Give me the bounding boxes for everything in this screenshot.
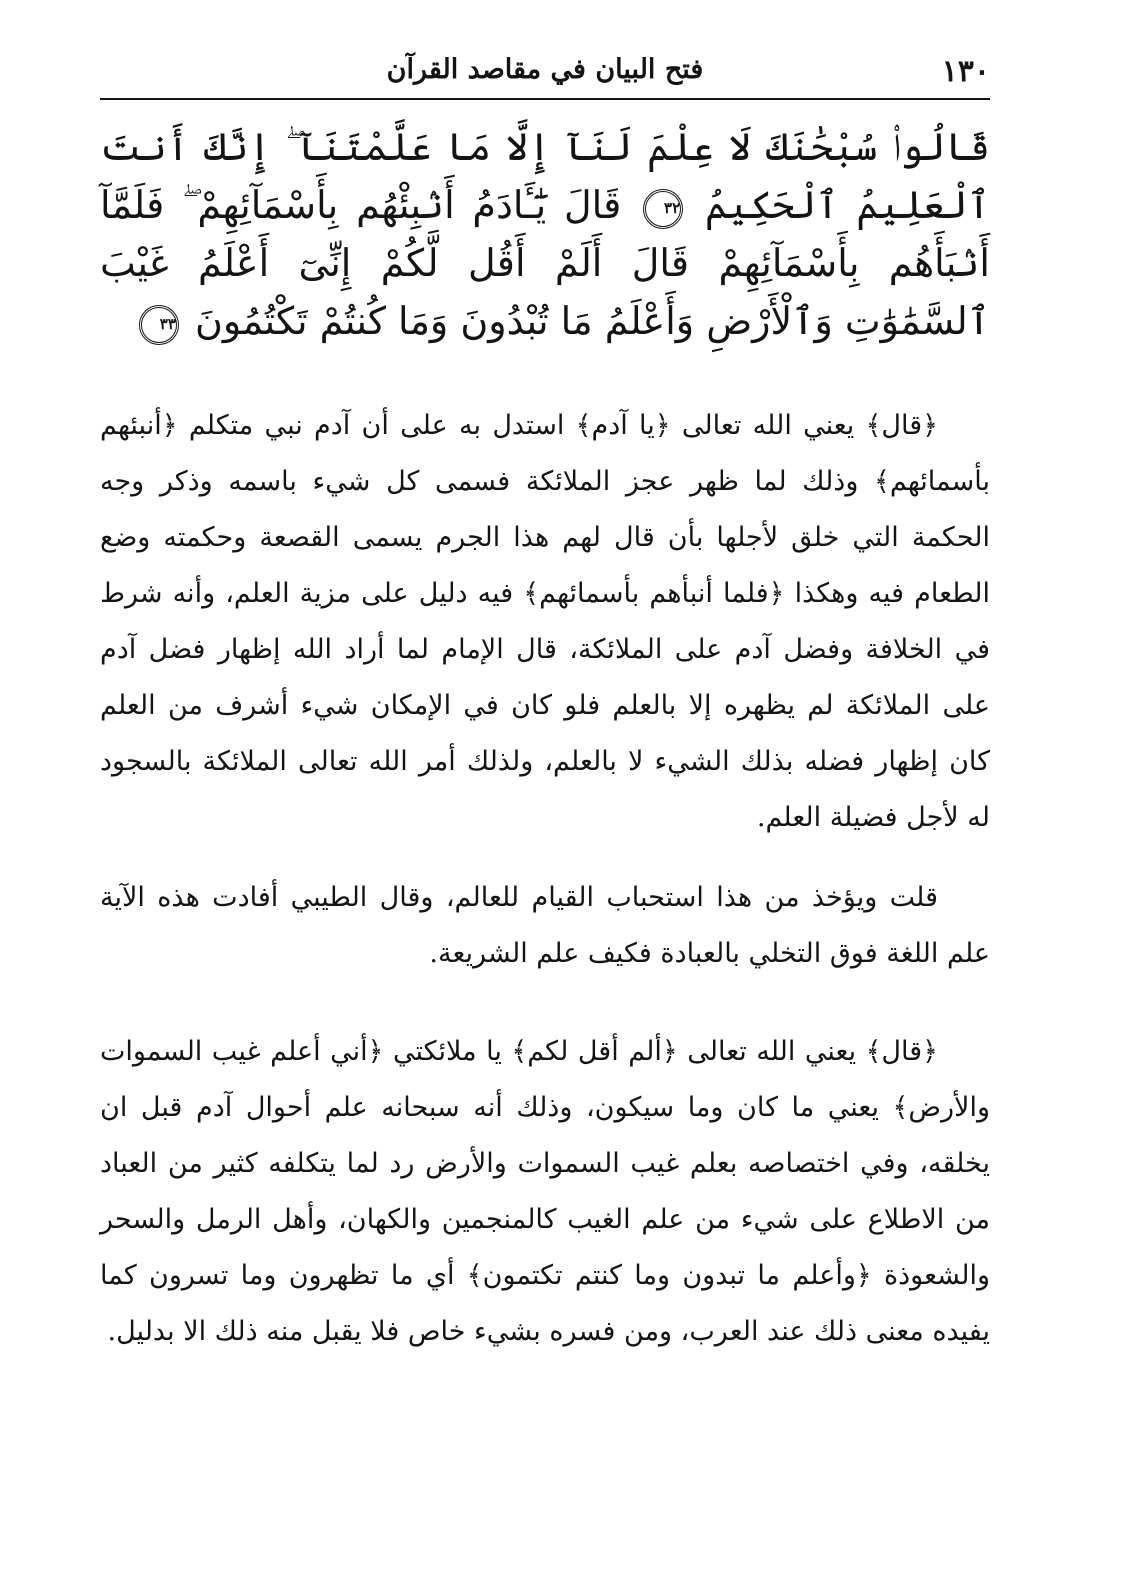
page-header <box>100 48 990 100</box>
ayah-number-marker-32: ٣٢ <box>643 189 683 229</box>
verse-text-32: قَالُوا۟ سُبْحَٰنَكَ لَا عِلْمَ لَنَآ إِلَّا مَا عَلَّمْتَنَآ ۖ إِنَّكَ أَنتَ ٱلْعَلِيمُ ٱلْحَكِيمُ <box>100 125 990 227</box>
verse-text-33: قَالَ يَٰٓـَٔادَمُ أَنۢبِئْهُم بِأَسْمَآئِهِمْ ۖ فَلَمَّآ أَنۢبَأَهُم بِأَسْمَآئِهِمْ قَالَ أَلَمْ أَقُل لَّكُمْ إِنِّىٓ أَعْلَمُ غَيْبَ ٱلسَّمَٰوَٰتِ وَٱلْأَرْضِ وَأَعْلَمُ مَا تُبْدُونَ وَمَا كُنتُمْ تَكْتُمُونَ <box>100 183 990 343</box>
ayah-number-marker-33: ٣٣ <box>139 305 179 345</box>
commentary-paragraph-3: ﴿قال﴾ يعني الله تعالى ﴿ألم أقل لكم﴾ يا ملائكتي ﴿أني أعلم غيب السموات والأرض﴾ يعني ما كان وما سيكون، وذلك أنه سبحانه علم أحوال آدم قبل ان يخلقه، وفي اختصاصه بعلم غيب السموات والأرض رد لما يتكلفه كثير من العباد من الاطلاع على شيء من علم الغيب كالمنجمين والكهان، وأهل الرمل والسحر والشعوذة ﴿وأعلم ما تبدون وما كنتم تكتمون﴾ أي ما تظهرون وما تسرون كما يفيده معنى ذلك عند العرب، ومن فسره بشيء خاص فلا يقبل منه ذلك الا بدليل. <box>100 1036 990 1347</box>
commentary-paragraph-2: قلت ويؤخذ من هذا استحباب القيام للعالم، وقال الطيبي أفادت هذه الآية علم اللغة فوق التخلي بالعبادة فكيف علم الشريعة. <box>100 882 990 969</box>
quran-verse-block <box>100 118 990 350</box>
page-number: ١٣٠ <box>941 54 990 89</box>
header-divider <box>100 98 990 100</box>
book-title: فتح البيان في مقاصد القرآن <box>386 54 704 85</box>
commentary-paragraph-1: ﴿قال﴾ يعني الله تعالى ﴿يا آدم﴾ استدل به على أن آدم نبي متكلم ﴿أنبئهم بأسمائهم﴾ وذلك لما ظهر عجز الملائكة فسمى كل شيء باسمه وذكر وجه الحكمة التي خلق لأجلها بأن قال لهم هذا الجرم يسمى القصعة وحكمته وضع الطعام فيه وهكذا ﴿فلما أنبأهم بأسمائهم﴾ فيه دليل على مزية العلم، وأنه شرط في الخلافة وفضل آدم على الملائكة، قال الإمام لما أراد الله إظهار فضل آدم على الملائكة لم يظهره إلا بالعلم فلو كان في الإمكان شيء أشرف من العلم كان إظهار فضله بذلك الشيء لا بالعلم، ولذلك أمر الله تعالى الملائكة بالسجود له لأجل فضيلة العلم. <box>100 410 990 833</box>
